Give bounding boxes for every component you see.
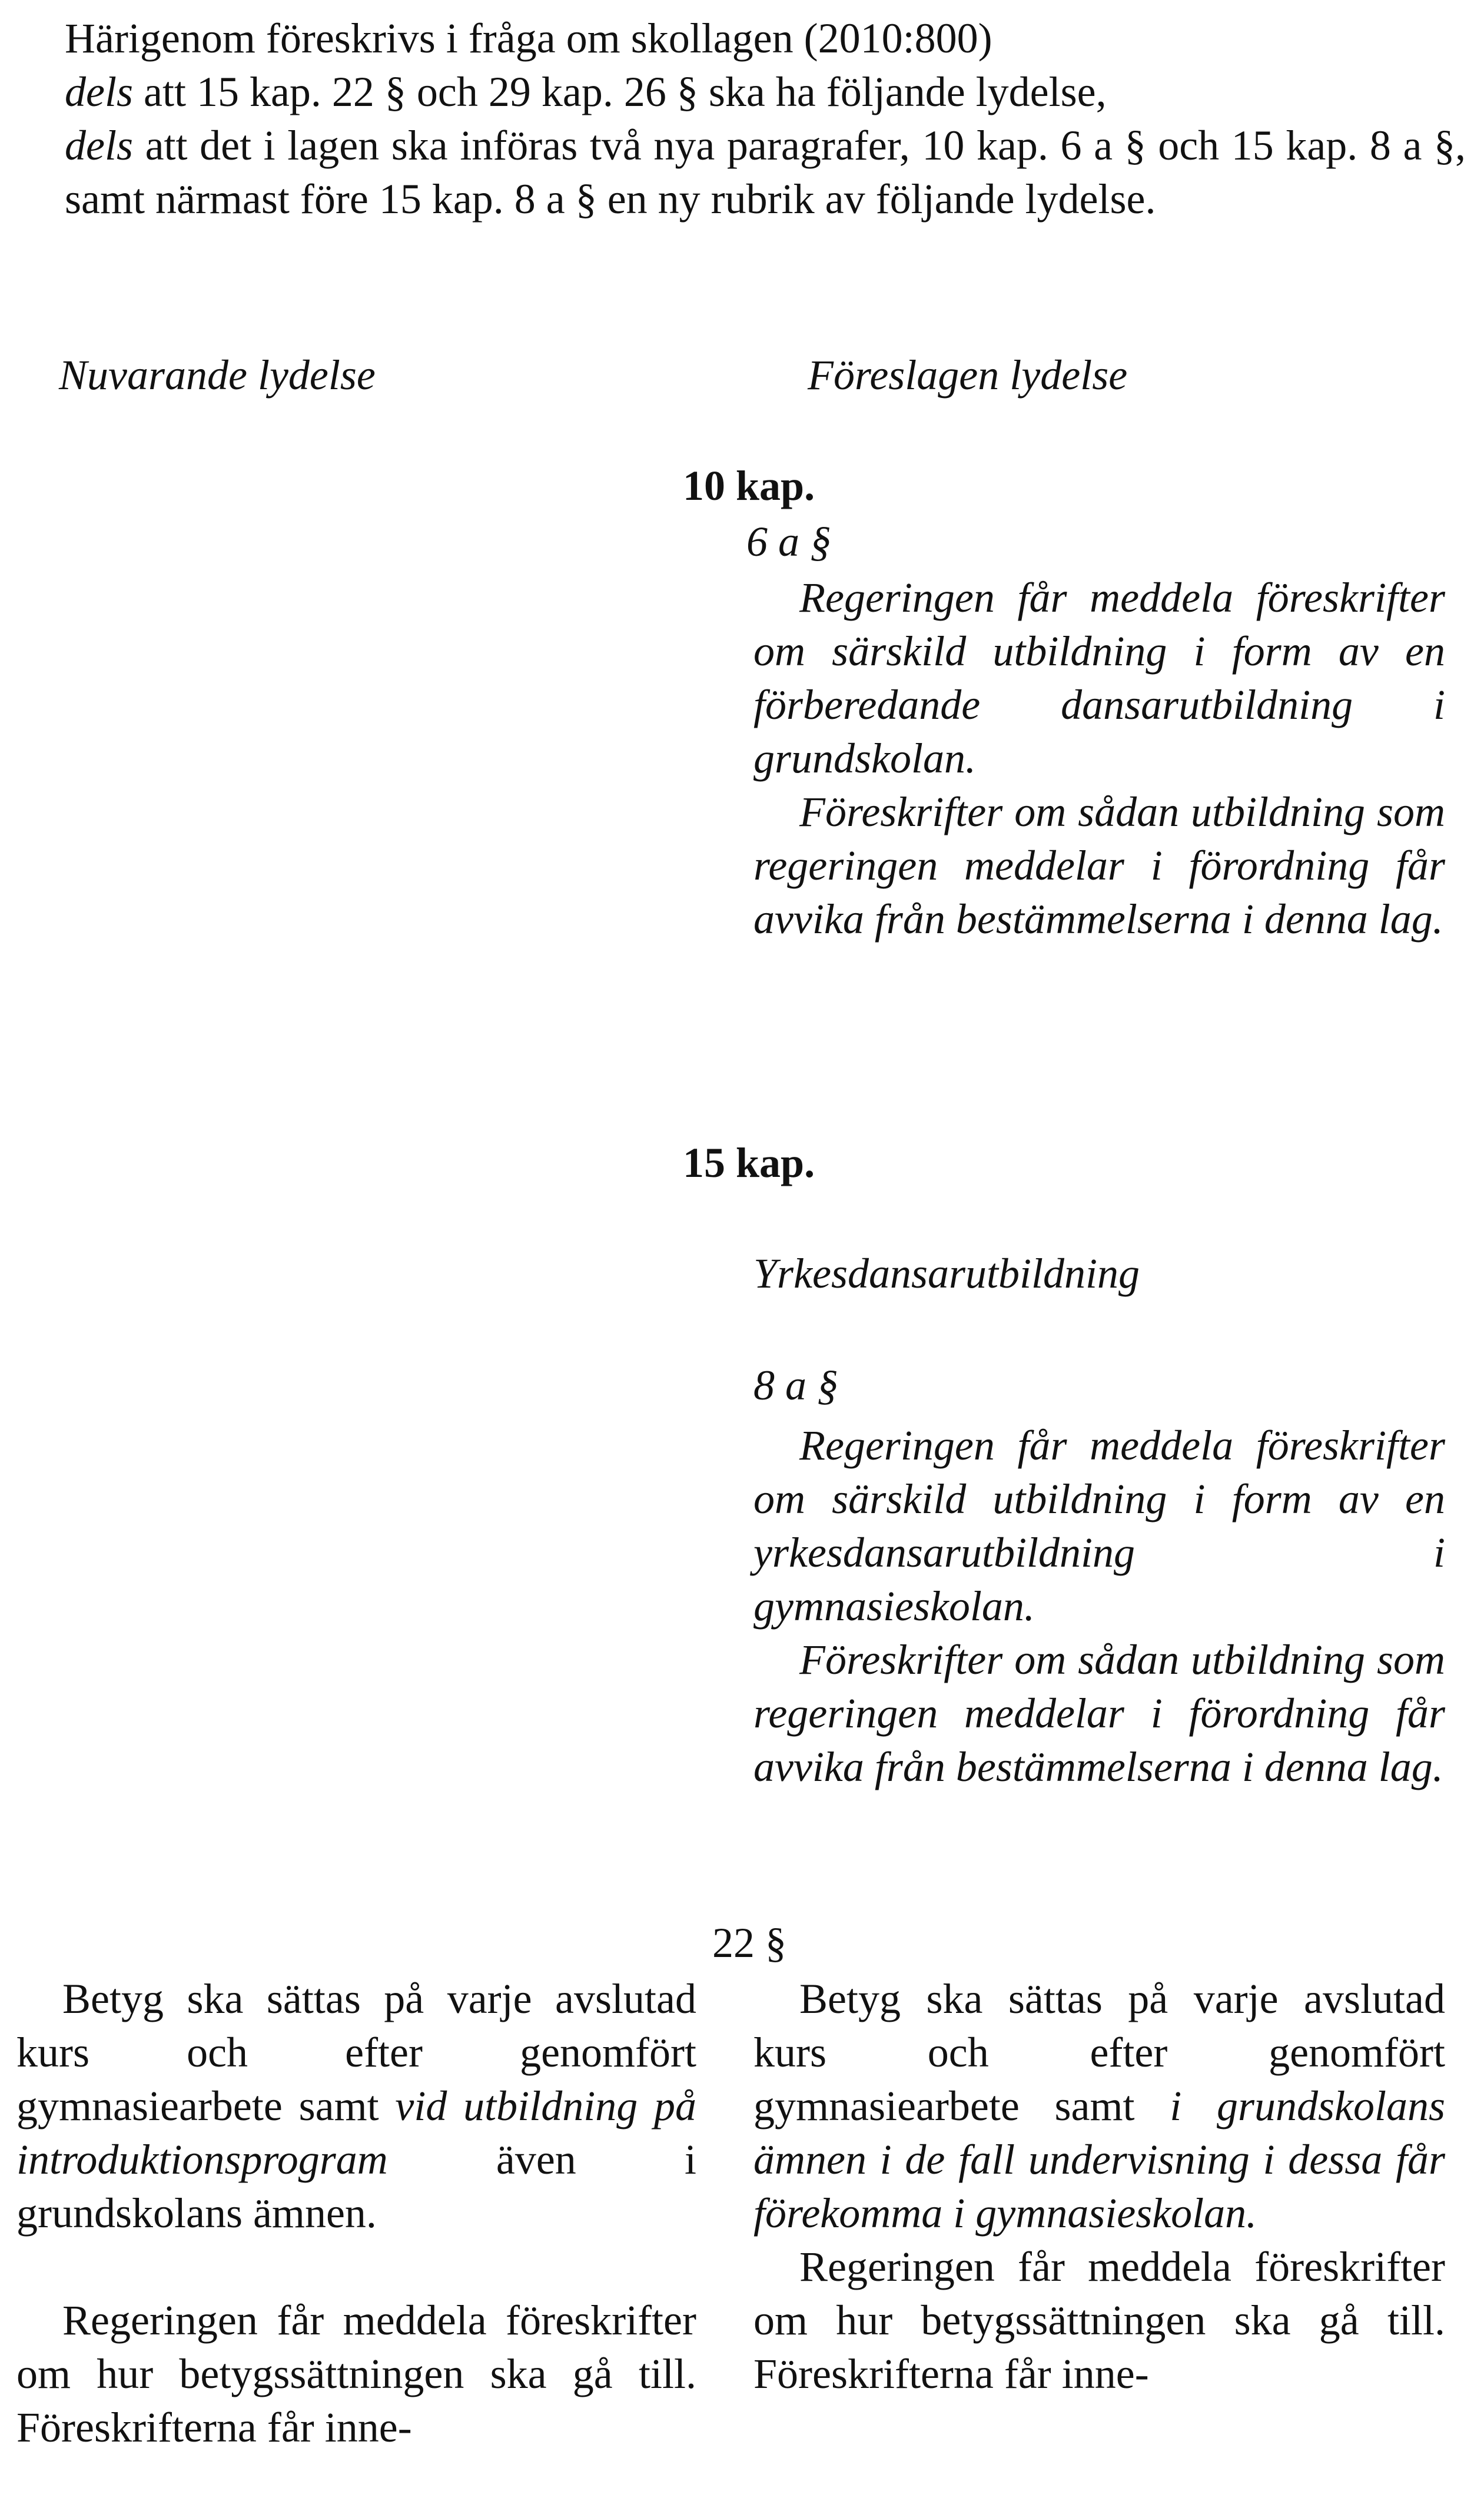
section-22-heading: 22 § (712, 1919, 786, 1966)
section-22-proposed-p1-plain: Betyg ska sättas på varje avslutad kurs och efter genomfört gymnasiearbete samt (753, 1975, 1445, 2130)
section-22-current-paragraph-1 (16, 1972, 696, 2240)
chapter-15-section-8a: 8 a § (753, 1362, 838, 1409)
chapter-15-heading: 15 kap. (683, 1139, 815, 1186)
section-22-proposed-text (753, 1972, 1445, 2401)
chapter-10-section-6a: 6 a § (746, 518, 831, 565)
chapter-10-section-6a-text (753, 571, 1445, 946)
section-22-current-p1-italic: vid utbildning på introduktionsprogram (16, 2082, 696, 2183)
intro-dels-2 (65, 119, 1466, 226)
intro-dels-1-word: dels (65, 68, 133, 115)
intro-dels-1-rest: att 15 kap. 22 § och 29 kap. 26 § ska ha följande lydelse, (132, 68, 1107, 115)
right-column-heading: Föreslagen lydelse (808, 351, 1128, 399)
section-22-proposed-p1-italic: i grundskolans ämnen i de fall undervisning i dessa får förekomma i gymnasieskolan. (753, 2082, 1446, 2237)
chapter-10-heading: 10 kap. (683, 462, 815, 509)
intro-dels-2-rest: att det i lagen ska införas två nya paragrafer, 10 kap. 6 a § och 15 kap. 8 a §, samt närmast före 15 kap. 8 a § en ny rubrik av följande lydelse. (65, 122, 1466, 223)
intro-dels-1 (65, 65, 1466, 119)
chapter-10-paragraph-1: Regeringen får meddela föreskrifter om särskild utbildning i form av en förberedande dansarutbildning i grundskolan. (753, 574, 1445, 782)
section-22-proposed-paragraph-1 (753, 1972, 1445, 2240)
intro-dels-2-word: dels (65, 122, 133, 169)
left-column-heading: Nuvarande lydelse (59, 351, 376, 399)
section-22-current-p1-plain: Betyg ska sättas på varje avslutad kurs och efter genomfört gymnasiearbete samt (16, 1975, 696, 2130)
intro-block (65, 12, 1466, 226)
section-22-current-p1-end: även i grundskolans ämnen. (16, 2136, 696, 2237)
chapter-15-section-8a-text (753, 1419, 1445, 1794)
chapter-10-paragraph-2: Föreskrifter om sådan utbildning som regeringen meddelar i förordning får avvika från bestämmelserna i denna lag. (753, 788, 1445, 943)
chapter-15-paragraph-2: Föreskrifter om sådan utbildning som regeringen meddelar i förordning får avvika från bestämmelserna i denna lag. (753, 1636, 1445, 1790)
section-22-current-paragraph-2: Regeringen får meddela föreskrifter om hur betygssättningen ska gå till. Föreskrifterna får inne- (16, 2297, 696, 2451)
intro-line-1: Härigenom föreskrivs i fråga om skollagen (2010:800) (65, 15, 992, 62)
section-22-current-text (16, 1972, 696, 2454)
section-22-proposed-paragraph-2: Regeringen får meddela föreskrifter om hur betygssättningen ska gå till. Föreskrifterna får inne- (753, 2243, 1445, 2397)
chapter-15-subheading: Yrkesdansarutbildning (753, 1250, 1140, 1297)
chapter-15-paragraph-1: Regeringen får meddela föreskrifter om särskild utbildning i form av en yrkesdansarutbildning i gymnasieskolan. (753, 1422, 1445, 1630)
